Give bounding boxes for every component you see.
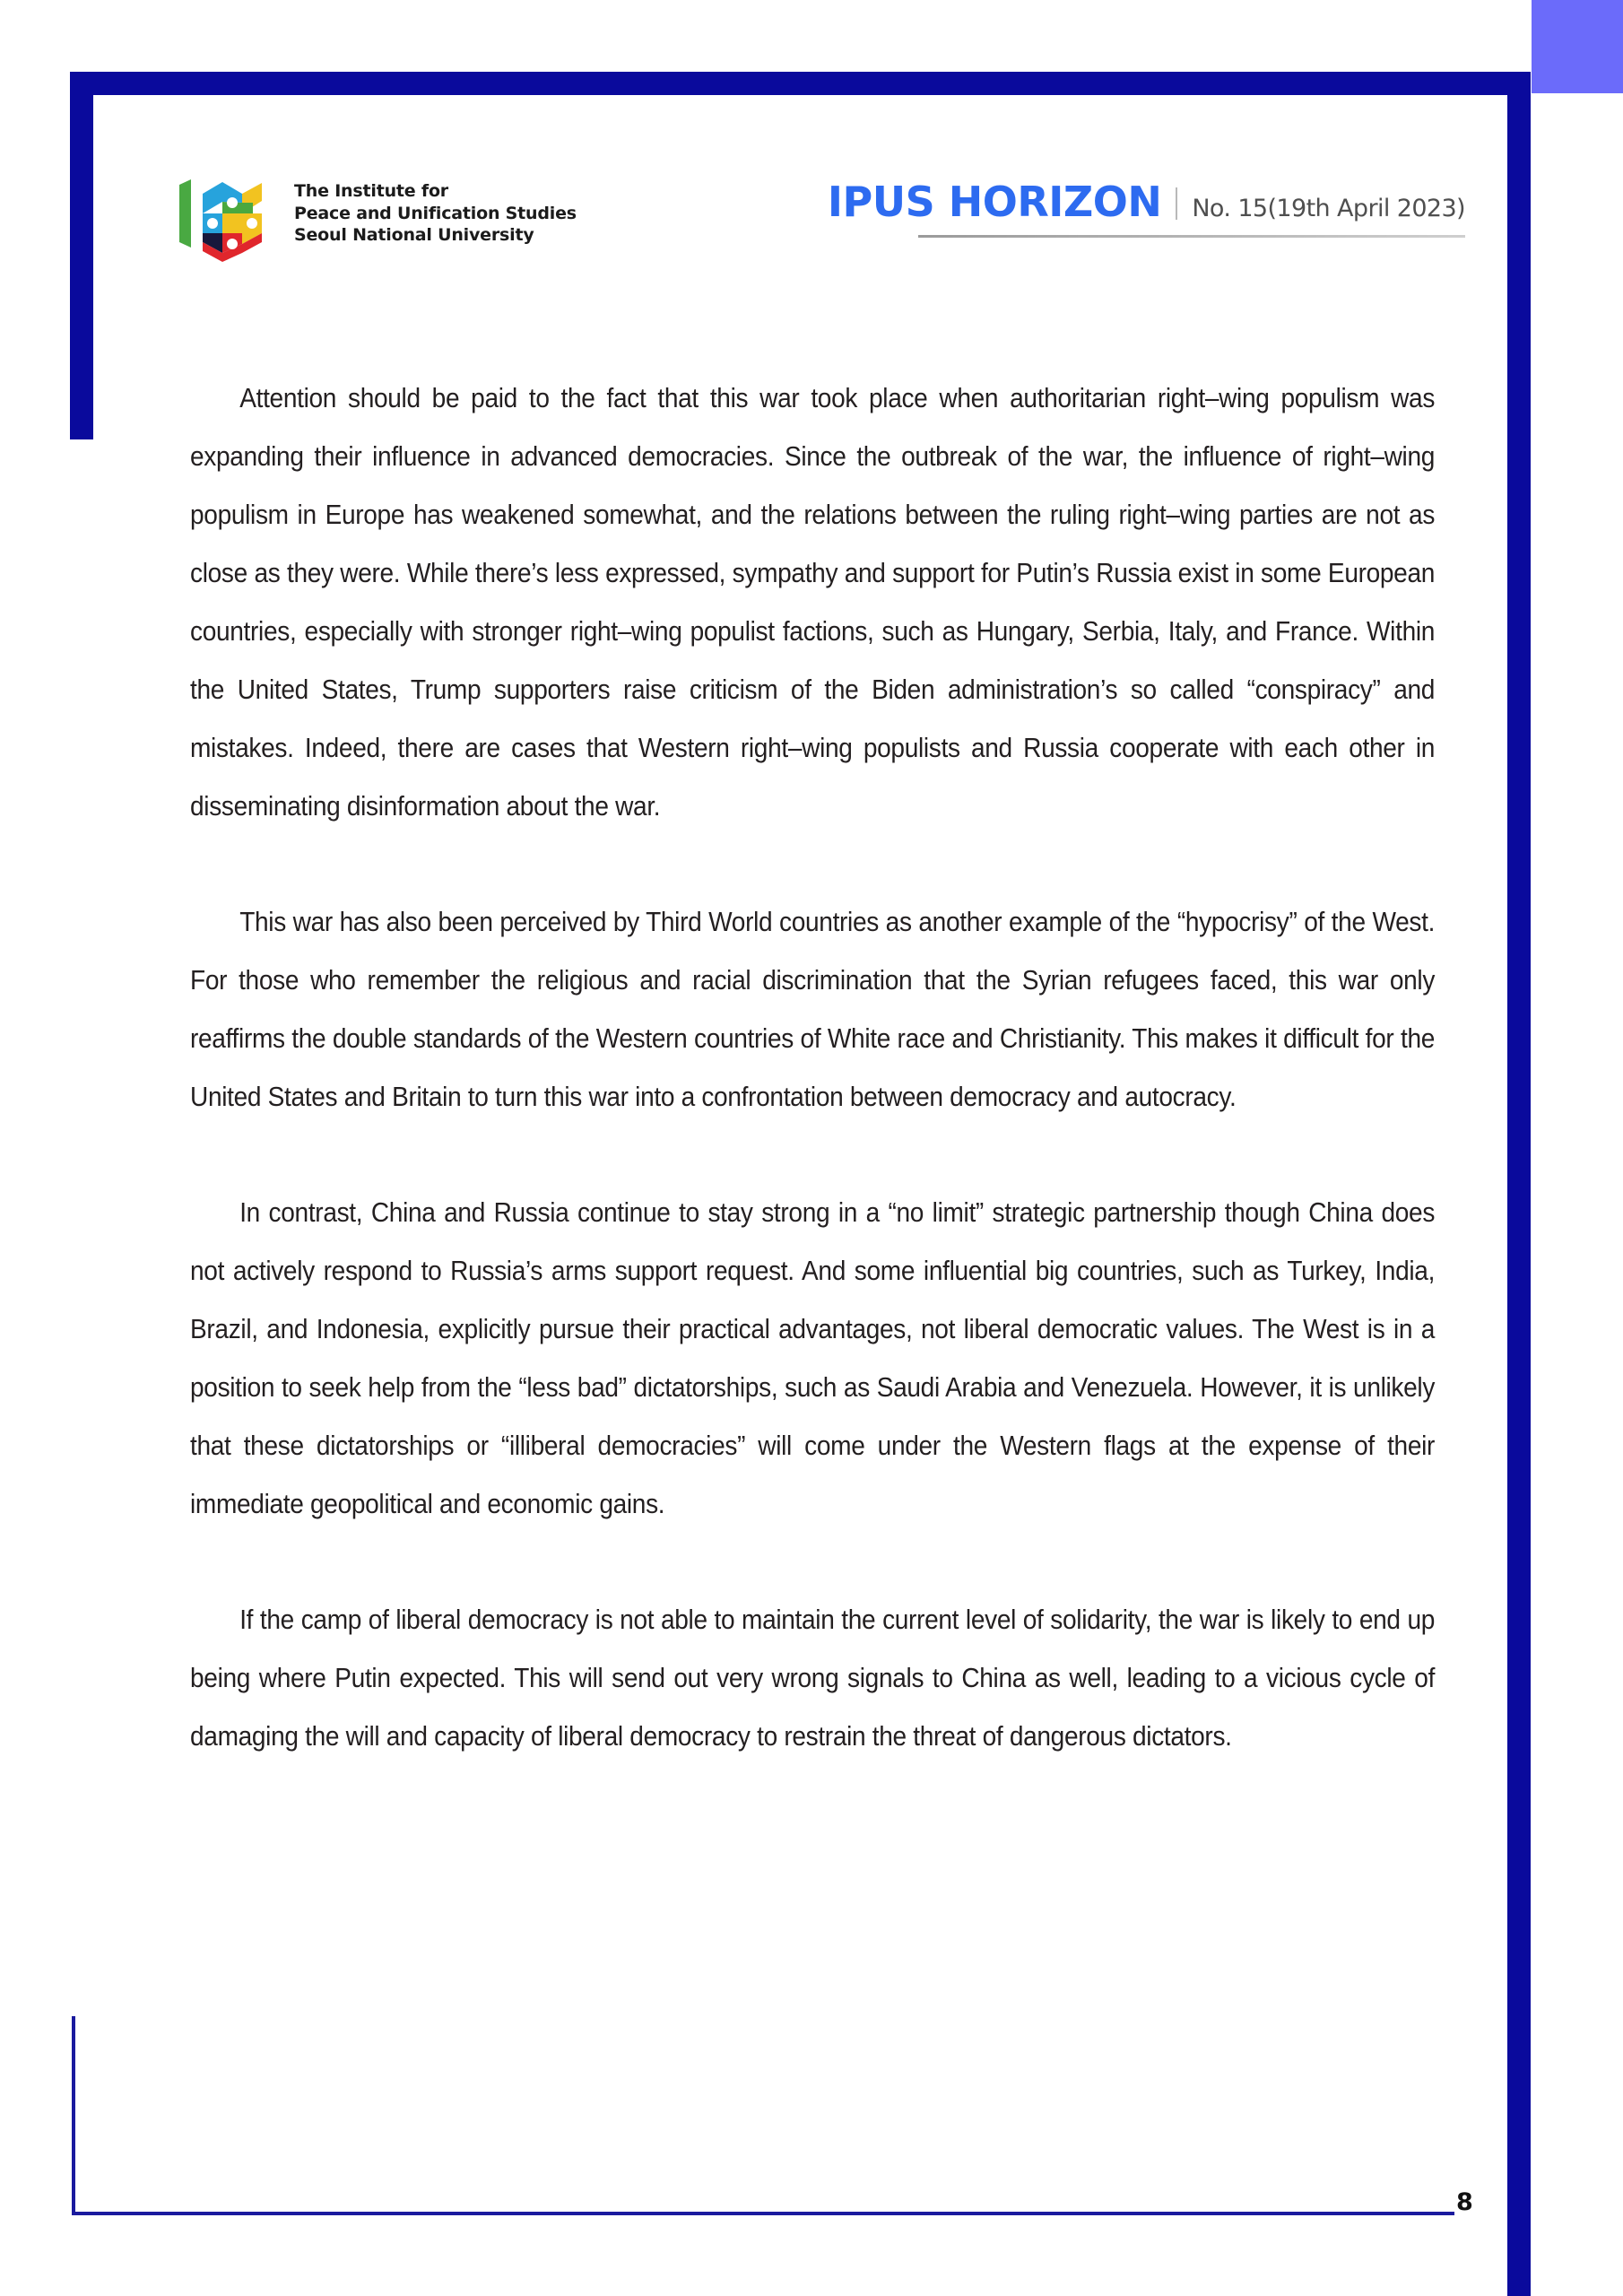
body-paragraph: In contrast, China and Russia continue to stay strong in a “no limit” strategic partnership though China does not actively respond to Russia’s arms support request. And some influential big countries, such as Turkey, India, Brazil, and Indonesia, explicitly pursue their practical advantages, not liberal democratic values. The West is in a position to seek help from the “less bad” dictatorships, such as Saudi Arabia and Venezuela. However, it is unlikely that these dictatorships or “illiberal democracies” will come under the Western flags at the expense of their immediate geopolitical and economic gains.	[190, 1197, 1436, 1519]
masthead-separator-divider	[1176, 187, 1177, 220]
ipus-logo-icon	[176, 161, 282, 265]
masthead-title: IPUS HORIZON	[827, 178, 1162, 226]
frame-bottom-rule	[72, 2212, 1454, 2215]
page-header	[0, 0, 1623, 269]
institute-name-line-2: Peace and Unification Studies	[294, 203, 577, 223]
masthead-underline	[918, 235, 1465, 238]
frame-bottom-left-rule	[72, 2016, 75, 2215]
masthead	[828, 178, 1465, 226]
masthead-issue-number: No. 15(19th April 2023)	[1192, 195, 1465, 222]
body-paragraph: Attention should be paid to the fact that this war took place when authoritarian right–wing populism was expanding their influence in advanced democracies. Since the outbreak of the war, the influence of right–wing populism in Europe has weakened somewhat, and the relations between the ruling right–wing parties are not as close as they were. While there’s less expressed, sympathy and support for Putin’s Russia exist in some European countries, especially with stronger right–wing populist factions, such as Hungary, Serbia, Italy, and France. Within the United States, Trump supporters raise criticism of the Biden administration’s so called “conspiracy” and mistakes. Indeed, there are cases that Western right–wing populists and Russia cooperate with each other in disseminating disinformation about the war.	[190, 383, 1436, 822]
page-number: 8	[1456, 2188, 1473, 2216]
institute-name-line-1: The Institute for	[294, 180, 448, 201]
institute-branding	[176, 161, 577, 265]
frame-right-bar	[1507, 72, 1531, 2296]
body-paragraph: If the camp of liberal democracy is not able to maintain the current level of solidarity, the war is likely to end up being where Putin expected. This will send out very wrong signals to China as well, leading to a vicious cycle of damaging the will and capacity of liberal democracy to restrain the threat of dangerous dictators.	[190, 1605, 1436, 1752]
institute-name-line-3: Seoul National University	[294, 225, 534, 246]
article-body	[190, 370, 1435, 1766]
body-paragraph: This war has also been perceived by Third World countries as another example of the “hypocrisy” of the West. For those who remember the religious and racial discrimination that the Syrian refugees faced, this war only reaffirms the double standards of the Western countries of White race and Christianity. This makes it difficult for the United States and Britain to turn this war into a confrontation between democracy and autocracy.	[190, 907, 1436, 1112]
institute-name	[294, 180, 577, 247]
